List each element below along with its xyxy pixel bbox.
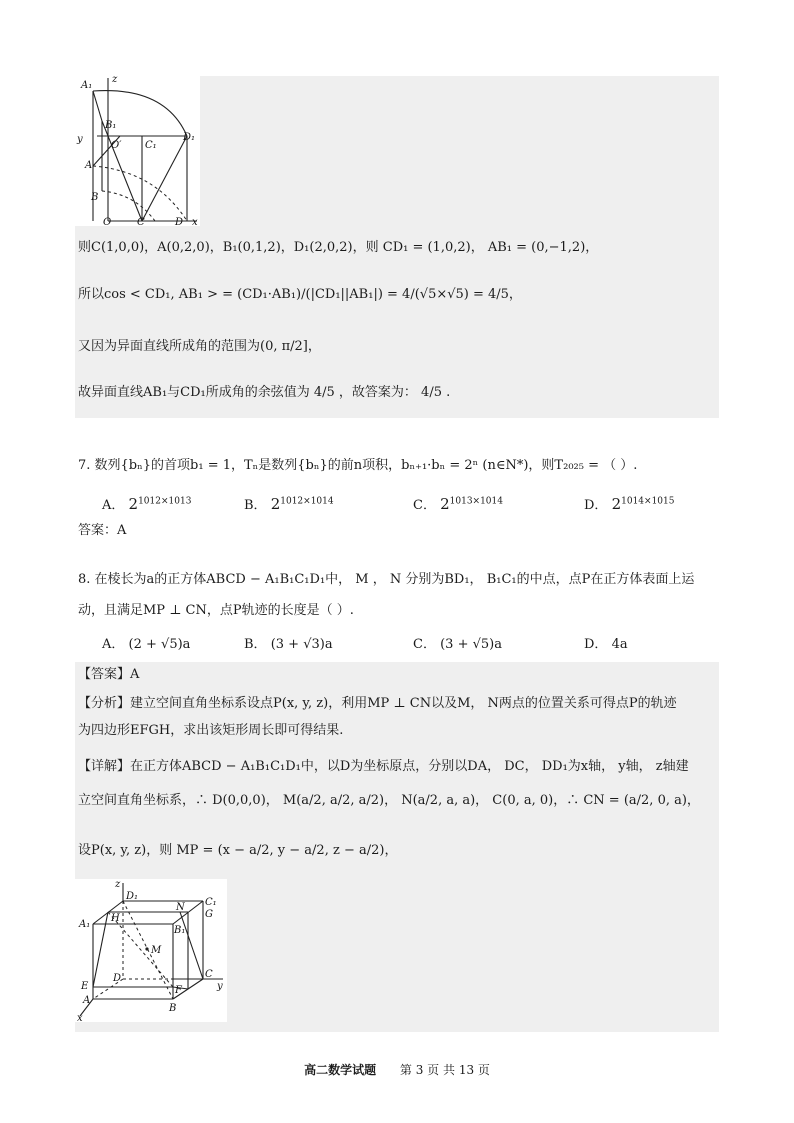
fig2-label-F: F [175, 985, 182, 996]
point-M-dot [145, 947, 148, 950]
q8-answer: 【答案】A [78, 667, 140, 682]
fig1-label-Oprime: O′ [111, 140, 122, 151]
fig2-label-B: B [169, 1003, 177, 1014]
q7-option-b: B． $2^{1012\times 1014}$ [244, 495, 334, 513]
fig1-label-A: A [85, 160, 93, 171]
fig1-label-x: x [192, 217, 198, 226]
fig1-label-B1: B₁ [105, 120, 117, 131]
solution-line-4: 故异面直线AB₁与CD₁所成角的余弦值为 4/5 ，故答案为： 4/5 . [78, 385, 451, 400]
solution-line-2: 所以cos < CD₁, AB₁ > = (CD₁·AB₁)/(|CD₁||AB₁|) = 4/(√5×√5) = 4/5， [78, 287, 522, 302]
fig1-label-y: y [77, 134, 83, 145]
fig1-label-C1: C₁ [145, 140, 157, 151]
q8-analysis-line-2: 为四边形EFGH，求出该矩形周长即可得结果. [78, 723, 344, 738]
q8-option-a: A． (2 + √5)a [102, 637, 191, 652]
fig2-label-D1: D₁ [126, 891, 139, 902]
question-7-stem: 7. 数列{bₙ}的首项b₁ = 1，Tₙ是数列{bₙ}的前n项积，bₙ₊₁·bₙ = 2ⁿ (n∈N*)，则T₂₀₂₅ = （ ）. [78, 458, 638, 473]
fig2-label-A1: A₁ [79, 919, 91, 930]
q8-detail-line-1: 【详解】在正方体ABCD − A₁B₁C₁D₁中，以D为坐标原点，分别以DA， DC， DD₁为x轴， y轴， z轴建 [78, 759, 689, 774]
fig2-label-G: G [205, 909, 213, 920]
fig1-label-B: B [91, 192, 99, 203]
question-8-stem-line-2: 动，且满足MP ⊥ CN，点P轨迹的长度是（ ）. [78, 603, 354, 618]
q7-option-d: D． $2^{1014\times 1015}$ [584, 495, 675, 513]
footer-page-number: 第 3 页 共 13 页 [399, 1063, 490, 1077]
q7-option-c: C． $2^{1013\times 1014}$ [413, 495, 503, 513]
footer-title: 高二数学试题 [304, 1063, 377, 1077]
solution-line-3: 又因为异面直线所成角的范围为(0, π/2]， [78, 339, 321, 354]
fig2-label-E: E [81, 981, 89, 992]
fig1-label-D1: D₁ [183, 132, 196, 143]
question-8-stem-line-1: 8. 在棱长为a的正方体ABCD − A₁B₁C₁D₁中， M ， N 分别为BD₁， B₁C₁的中点，点P在正方体表面上运 [78, 572, 695, 587]
fig2-label-M: M [151, 945, 162, 956]
fig2-label-z: z [115, 879, 121, 890]
page-footer [0, 1061, 794, 1078]
fig1-label-O: O [103, 217, 112, 226]
q7-option-a: A． $2^{1012\times 1013}$ [102, 495, 192, 513]
fig2-label-A: A [83, 995, 91, 1006]
fig2-label-x: x [77, 1013, 83, 1022]
fig2-label-C: C [205, 969, 213, 980]
q8-figure-cube [75, 879, 227, 1022]
q8-detail-line-2: 立空间直角坐标系，∴ D(0,0,0)， M(a/2, a/2, a/2)， N(a/2, a, a)， C(0, a, 0)，∴ CN = (a/2, 0, a)， [78, 793, 700, 808]
fig2-label-H: H [111, 913, 120, 924]
fig1-label-C: C [137, 217, 145, 226]
q8-detail-line-3: 设P(x, y, z)，则 MP = (x − a/2, y − a/2, z − a/2)， [78, 843, 398, 858]
fig1-label-z: z [112, 76, 118, 85]
fig2-label-B1: B₁ [174, 925, 186, 936]
solution-figure-quarter-cylinder [75, 76, 200, 226]
q8-option-d: D． 4a [584, 637, 628, 652]
quarter-cylinder-diagram [75, 76, 200, 226]
fig2-label-N: N [176, 902, 185, 913]
solution-line-1: 则C(1,0,0)，A(0,2,0)，B₁(0,1,2)，D₁(2,0,2)，则 CD₁ = (1,0,2)， AB₁ = (0,−1,2)， [78, 240, 599, 255]
q8-analysis-line-1: 【分析】建立空间直角坐标系设点P(x, y, z)，利用MP ⊥ CN以及M， N两点的位置关系可得点P的轨迹 [78, 696, 677, 711]
q7-answer: 答案：A [78, 523, 127, 538]
fig1-label-D: D [175, 217, 184, 226]
fig2-label-C1: C₁ [205, 897, 217, 908]
fig2-label-y: y [217, 981, 223, 992]
q8-option-c: C． (3 + √5)a [413, 637, 502, 652]
cube-diagram [75, 879, 227, 1022]
q8-option-b: B． (3 + √3)a [244, 637, 333, 652]
fig1-label-A1: A₁ [81, 80, 93, 91]
fig2-label-D: D [113, 973, 122, 984]
